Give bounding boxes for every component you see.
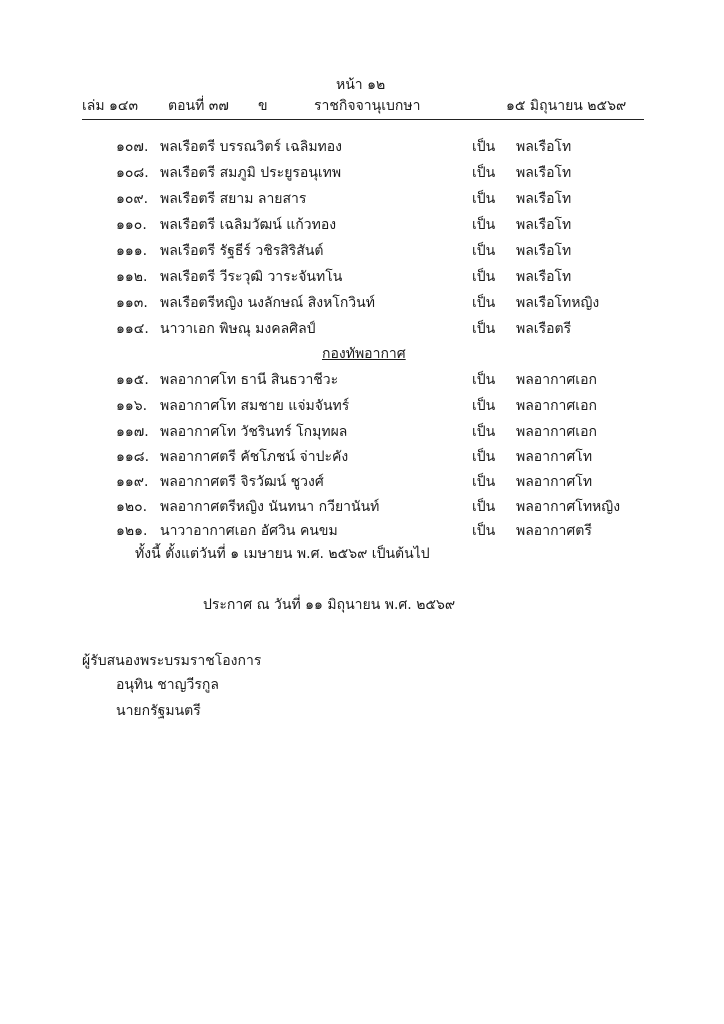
entry-name: พลเรือตรี บรรณวิตร์ เฉลิมทอง: [160, 139, 343, 155]
list-item: [0, 292, 724, 310]
list-item: [0, 395, 724, 413]
entry-rank: พลอากาศเอก: [516, 424, 597, 440]
list-item: [0, 266, 724, 284]
list-item: [0, 446, 724, 464]
entry-number: ๑๒๑.: [116, 523, 148, 539]
entry-name: พลเรือตรี รัฐธีร์ วชิรสิริสันต์: [160, 243, 324, 259]
entry-rank: พลอากาศเอก: [516, 372, 597, 388]
entry-name: นาวาอากาศเอก อัศวิน คนขม: [160, 523, 338, 539]
entry-rank: พลเรือโท: [516, 243, 572, 259]
entry-connector: เป็น: [472, 321, 496, 337]
entry-connector: เป็น: [472, 372, 496, 388]
entry-connector: เป็น: [472, 191, 496, 207]
entry-connector: เป็น: [472, 474, 496, 490]
entry-rank: พลเรือโท: [516, 139, 572, 155]
list-item: [0, 214, 724, 232]
list-item: [0, 496, 724, 514]
entry-name: พลเรือตรี สยาม ลายสาร: [160, 191, 307, 207]
entry-connector: เป็น: [472, 449, 496, 465]
list-item: [0, 520, 724, 538]
entry-number: ๑๑๙.: [116, 474, 149, 490]
entry-name: พลอากาศตรี จิรวัฒน์ ชูวงศ์: [160, 474, 324, 490]
entry-name: พลเรือตรีหญิง นงลักษณ์ สิงหโกวินท์: [160, 295, 375, 311]
entry-connector: เป็น: [472, 499, 496, 515]
entry-rank: พลเรือโท: [516, 217, 572, 233]
entry-connector: เป็น: [472, 165, 496, 181]
issue-date: ๑๕ มิถุนายน ๒๕๖๙: [506, 98, 627, 114]
entry-rank: พลเรือโท: [516, 165, 572, 181]
list-item: [0, 369, 724, 387]
air-force-heading: กองทัพอากาศ: [322, 346, 406, 362]
entry-connector: เป็น: [472, 424, 496, 440]
entry-name: พลเรือตรี วีระวุฒิ วาระจันทโน: [160, 269, 343, 285]
entry-rank: พลเรือตรี: [516, 321, 572, 337]
entry-connector: เป็น: [472, 139, 496, 155]
countersign-label: ผู้รับสนองพระบรมราชโองการ: [82, 653, 262, 669]
entry-number: ๑๑๘.: [116, 449, 150, 465]
entry-number: ๑๑๑.: [116, 243, 148, 259]
entry-number: ๑๑๒.: [116, 269, 148, 285]
entry-rank: พลอากาศโท: [516, 474, 593, 490]
volume-label: เล่ม ๑๔๓: [82, 98, 139, 114]
entry-name: พลอากาศตรี คัชโภชน์ จ่าปะคัง: [160, 449, 349, 465]
entry-rank: พลอากาศโท: [516, 449, 593, 465]
entry-rank: พลเรือโท: [516, 269, 572, 285]
entry-name: พลเรือตรี สมภูมิ ประยูรอนุเทพ: [160, 165, 342, 181]
entry-connector: เป็น: [472, 523, 496, 539]
entry-connector: เป็น: [472, 269, 496, 285]
entry-connector: เป็น: [472, 398, 496, 414]
effective-date-note: ทั้งนี้ ตั้งแต่วันที่ ๑ เมษายน พ.ศ. ๒๕๖๙ เป็นต้นไป: [135, 546, 430, 562]
entry-number: ๑๐๘.: [116, 165, 149, 181]
issue-label: ตอนที่ ๓๗: [168, 98, 229, 114]
entry-connector: เป็น: [472, 217, 496, 233]
list-item: [0, 162, 724, 180]
list-item: [0, 471, 724, 489]
list-item: [0, 188, 724, 206]
entry-rank: พลเรือโทหญิง: [516, 295, 600, 311]
entry-number: ๑๑๗.: [116, 424, 149, 440]
list-item: [0, 136, 724, 154]
entry-name: นาวาเอก พิษณุ มงคลศิลป์: [160, 321, 316, 337]
list-item: [0, 421, 724, 439]
announcement-date: ประกาศ ณ วันที่ ๑๑ มิถุนายน พ.ศ. ๒๕๖๙: [203, 597, 456, 613]
entry-number: ๑๐๗.: [116, 139, 149, 155]
entry-rank: พลอากาศโทหญิง: [516, 499, 621, 515]
gazette-title: ราชกิจจานุเบกษา: [314, 98, 421, 114]
entry-name: พลอากาศตรีหญิง นันทนา กวียานันท์: [160, 499, 380, 515]
entry-number: ๑๐๙.: [116, 191, 149, 207]
entry-rank: พลอากาศตรี: [516, 523, 592, 539]
page-number: หน้า ๑๒: [336, 77, 386, 93]
entry-rank: พลเรือโท: [516, 191, 572, 207]
header-rule: [82, 119, 644, 120]
signatory-title: นายกรัฐมนตรี: [116, 703, 201, 719]
entry-number: ๑๑๕.: [116, 372, 149, 388]
entry-rank: พลอากาศเอก: [516, 398, 597, 414]
entry-name: พลอากาศโท สมชาย แจ่มจันทร์: [160, 398, 350, 414]
signatory-name: อนุทิน ชาญวีรกูล: [116, 677, 219, 693]
entry-number: ๑๑๓.: [116, 295, 148, 311]
entry-connector: เป็น: [472, 295, 496, 311]
entry-number: ๑๒๐.: [116, 499, 148, 515]
entry-connector: เป็น: [472, 243, 496, 259]
entry-name: พลเรือตรี เฉลิมวัฒน์ แก้วทอง: [160, 217, 337, 233]
entry-number: ๑๑๐.: [116, 217, 147, 233]
list-item: [0, 318, 724, 336]
entry-number: ๑๑๔.: [116, 321, 149, 337]
entry-number: ๑๑๖.: [116, 398, 148, 414]
entry-name: พลอากาศโท ธานี สินธวาชีวะ: [160, 372, 339, 388]
section-label: ข: [258, 98, 268, 114]
list-item: [0, 240, 724, 258]
entry-name: พลอากาศโท วัชรินทร์ โกมุทผล: [160, 424, 348, 440]
